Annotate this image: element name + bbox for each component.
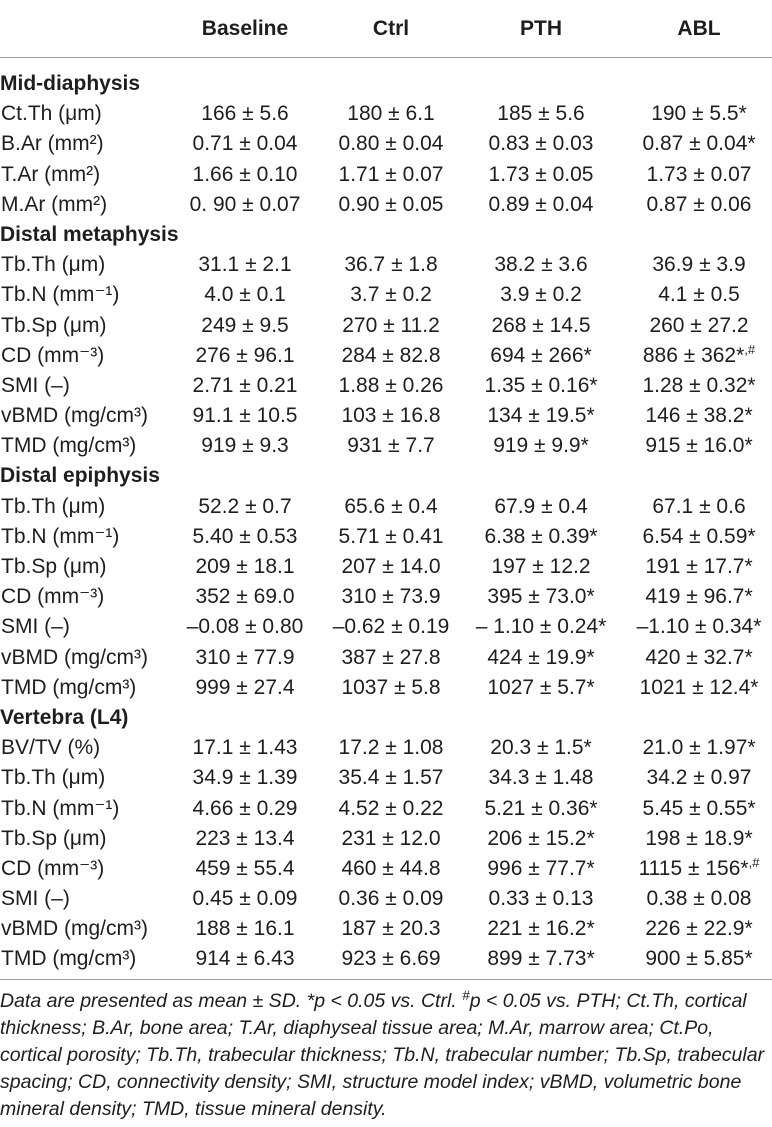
- cell-abl: 0.38 ± 0.08: [646, 887, 752, 911]
- cell-ctrl: 35.4 ± 1.57: [338, 766, 444, 790]
- cell-baseline: 2.71 ± 0.21: [192, 373, 298, 397]
- cell-baseline: 91.1 ± 10.5: [192, 404, 298, 428]
- table-row: [0, 129, 772, 159]
- cell-baseline: 223 ± 13.4: [195, 826, 295, 850]
- table-row: [0, 522, 772, 552]
- cell-abl: 419 ± 96.7*: [645, 585, 753, 609]
- cell-baseline: 276 ± 96.1: [195, 343, 295, 367]
- row-label: TMD (mg/cm³): [1, 675, 137, 699]
- cell-ctrl: 387 ± 27.8: [341, 645, 441, 669]
- table-header-row: [0, 0, 772, 58]
- cell-baseline: 188 ± 16.1: [195, 917, 295, 941]
- cell-baseline: 919 ± 9.3: [201, 434, 289, 458]
- cell-abl: 36.9 ± 3.9: [652, 253, 746, 277]
- cell-value: 1115 ± 156*: [638, 856, 749, 880]
- cell-abl: 260 ± 27.2: [649, 313, 749, 337]
- cell-abl: 190 ± 5.5*: [651, 102, 747, 126]
- table-row: [0, 99, 772, 129]
- cell-ctrl: 931 ± 7.7: [347, 434, 435, 458]
- cell-abl: 226 ± 22.9*: [645, 917, 753, 941]
- row-label: Tb.Th (μm): [1, 494, 106, 518]
- footnote-text-start: Data are presented as mean ± SD. *p < 0.05 vs. Ctrl.: [0, 990, 463, 1012]
- cell-baseline: 209 ± 18.1: [195, 555, 295, 578]
- cell-pth: 0.89 ± 0.04: [488, 192, 594, 216]
- cell-ctrl: 231 ± 12.0: [341, 826, 441, 850]
- table-row: [0, 371, 772, 401]
- cell-pth: 20.3 ± 1.5*: [490, 736, 592, 760]
- row-label: TMD (mg/cm³): [1, 947, 137, 971]
- cell-ctrl: 923 ± 6.69: [341, 947, 441, 971]
- row-label: Tb.N (mm⁻¹): [1, 524, 120, 548]
- row-label: SMI (–): [1, 615, 70, 639]
- table-row: [0, 763, 772, 793]
- cell-baseline: 352 ± 69.0: [195, 585, 295, 609]
- row-label: vBMD (mg/cm³): [1, 645, 148, 669]
- table-row: [0, 582, 772, 612]
- cell-pth: 185 ± 5.6: [497, 102, 585, 126]
- table-row: [0, 401, 772, 431]
- row-label: SMI (–): [1, 887, 70, 911]
- table-row: [0, 643, 772, 673]
- table-body: [0, 58, 772, 980]
- cell-baseline: –0.08 ± 0.80: [186, 615, 304, 639]
- cell-ctrl: 270 ± 11.2: [342, 313, 440, 337]
- cell-ctrl: 0.80 ± 0.04: [338, 132, 444, 156]
- cell-pth: 424 ± 19.9*: [487, 645, 595, 669]
- cell-pth: 919 ± 9.9*: [493, 434, 589, 458]
- cell-abl: 4.1 ± 0.5: [658, 283, 740, 307]
- cell-abl: [619, 854, 772, 884]
- cell-abl: 0.87 ± 0.06: [646, 192, 752, 216]
- cell-abl: 34.2 ± 0.97: [646, 766, 752, 790]
- cell-baseline: 166 ± 5.6: [201, 102, 289, 126]
- cell-baseline: 31.1 ± 2.1: [198, 253, 292, 277]
- row-label: CD (mm⁻³): [1, 856, 105, 880]
- cell-value: 886 ± 362*: [642, 343, 745, 367]
- cell-ctrl: 1.88 ± 0.26: [338, 373, 444, 397]
- cell-ctrl: 103 ± 16.8: [341, 404, 441, 428]
- cell-baseline: 34.9 ± 1.39: [192, 766, 298, 790]
- table-row: [0, 673, 772, 703]
- cell-ctrl: 187 ± 20.3: [341, 917, 441, 941]
- cell-abl: 5.45 ± 0.55*: [642, 796, 756, 820]
- table-row: [0, 160, 772, 190]
- cell-ctrl: 310 ± 73.9: [341, 585, 441, 609]
- row-label: CD (mm⁻³): [1, 343, 105, 367]
- cell-abl: 198 ± 18.9*: [645, 826, 753, 850]
- row-label: Tb.Sp (μm): [1, 555, 107, 578]
- footnote-text-end: p < 0.05 vs. PTH; Ct.Th, cortical thickness; B.Ar, bone area; T.Ar, diaphyseal tissue area; M.Ar, marrow area; Ct.Po, cortical porosity; Tb.Th, trabecular thickness; Tb.N, trabecular number; Tb.Sp, trabecular spacing; CD, connectivity density; SMI, structure model index; vBMD, volumetric bone mineral density; TMD, tissue mineral density.: [0, 990, 765, 1120]
- cell-ctrl: 1037 ± 5.8: [341, 675, 441, 699]
- row-label: CD (mm⁻³): [1, 585, 105, 609]
- row-label: Tb.Sp (μm): [1, 826, 107, 850]
- cell-pth: 268 ± 14.5: [491, 313, 591, 337]
- cell-ctrl: 5.71 ± 0.41: [338, 524, 444, 548]
- significance-marker: ,#: [748, 855, 760, 871]
- cell-pth: 0.33 ± 0.13: [488, 887, 594, 911]
- table-row: [0, 250, 772, 280]
- table-row: [0, 884, 772, 914]
- cell-pth: 1027 ± 5.7*: [487, 675, 595, 699]
- cell-pth: 34.3 ± 1.48: [488, 766, 594, 790]
- cell-abl: 900 ± 5.85*: [645, 947, 753, 971]
- column-header-ctrl: Ctrl: [372, 16, 410, 40]
- cell-abl: 1.73 ± 0.07: [646, 162, 752, 186]
- cell-ctrl: 207 ± 14.0: [341, 555, 441, 578]
- row-label: Ct.Th (μm): [1, 102, 102, 126]
- table-row: [0, 612, 772, 642]
- cell-pth: 395 ± 73.0*: [487, 585, 595, 609]
- section-header-row: [0, 220, 772, 250]
- cell-abl: 0.87 ± 0.04*: [642, 132, 756, 156]
- table-row: [0, 341, 772, 371]
- row-label: Tb.Th (μm): [1, 766, 106, 790]
- cell-ctrl: 36.7 ± 1.8: [344, 253, 438, 277]
- cell-abl: 21.0 ± 1.97*: [642, 736, 756, 760]
- cell-baseline: 52.2 ± 0.7: [198, 494, 292, 518]
- cell-ctrl: 65.6 ± 0.4: [344, 494, 438, 518]
- cell-pth: 899 ± 7.73*: [487, 947, 595, 971]
- section-header-row: [0, 461, 772, 491]
- table-row: [0, 794, 772, 824]
- cell-abl: 146 ± 38.2*: [645, 404, 753, 428]
- cell-abl: 915 ± 16.0*: [645, 434, 753, 458]
- row-label: Tb.Sp (μm): [1, 313, 107, 337]
- cell-abl: 1021 ± 12.4*: [639, 675, 759, 699]
- cell-baseline: 249 ± 9.5: [201, 313, 289, 337]
- cell-baseline: 310 ± 77.9: [195, 645, 295, 669]
- cell-pth: 996 ± 77.7*: [487, 856, 595, 880]
- table-row: [0, 311, 772, 341]
- table-row: [0, 431, 772, 461]
- cell-ctrl: 460 ± 44.8: [341, 856, 441, 880]
- row-label: BV/TV (%): [1, 736, 101, 760]
- table-row: [0, 492, 772, 522]
- cell-ctrl: 0.90 ± 0.05: [338, 192, 444, 216]
- row-label: SMI (–): [1, 373, 70, 397]
- cell-ctrl: 17.2 ± 1.08: [338, 736, 444, 760]
- cell-pth: 6.38 ± 0.39*: [484, 524, 598, 548]
- row-label: B.Ar (mm²): [1, 132, 104, 156]
- cell-baseline: 0.45 ± 0.09: [192, 887, 298, 911]
- cell-abl: 1.28 ± 0.32*: [642, 373, 756, 397]
- cell-abl: 191 ± 17.7*: [645, 555, 753, 578]
- cell-baseline: 459 ± 55.4: [195, 856, 295, 880]
- cell-baseline: 0. 90 ± 0.07: [189, 192, 301, 216]
- cell-baseline: 17.1 ± 1.43: [192, 736, 298, 760]
- cell-baseline: 0.71 ± 0.04: [192, 132, 298, 156]
- cell-abl: 420 ± 32.7*: [645, 645, 753, 669]
- column-header-pth: PTH: [520, 16, 562, 40]
- cell-pth: 1.73 ± 0.05: [488, 162, 594, 186]
- row-label: M.Ar (mm²): [1, 192, 108, 216]
- cell-pth: 221 ± 16.2*: [487, 917, 595, 941]
- section-title-distal-epiphysis: Distal epiphysis: [0, 464, 160, 488]
- cell-pth: 197 ± 12.2: [491, 555, 591, 578]
- cell-baseline: 4.66 ± 0.29: [192, 796, 298, 820]
- cell-ctrl: 0.36 ± 0.09: [338, 887, 444, 911]
- cell-pth: 67.9 ± 0.4: [494, 494, 588, 518]
- table-row: [0, 190, 772, 220]
- cell-pth: 5.21 ± 0.36*: [484, 796, 598, 820]
- cell-baseline: 4.0 ± 0.1: [204, 283, 286, 307]
- cell-ctrl: 4.52 ± 0.22: [338, 796, 444, 820]
- table-row: [0, 944, 772, 974]
- row-label: Tb.N (mm⁻¹): [1, 796, 120, 820]
- table-row: [0, 824, 772, 854]
- row-label: Tb.Th (μm): [1, 253, 106, 277]
- cell-baseline: 999 ± 27.4: [195, 675, 295, 699]
- cell-ctrl: –0.62 ± 0.19: [332, 615, 450, 639]
- row-label: T.Ar (mm²): [1, 162, 101, 186]
- cell-pth: 1.35 ± 0.16*: [484, 373, 598, 397]
- section-title-vertebra-l4: Vertebra (L4): [0, 705, 129, 729]
- column-header-baseline: Baseline: [201, 16, 289, 40]
- cell-pth: 694 ± 266*: [490, 343, 592, 367]
- row-label: Tb.N (mm⁻¹): [1, 283, 120, 307]
- cell-baseline: 5.40 ± 0.53: [192, 524, 298, 548]
- column-header-abl: ABL: [677, 16, 721, 40]
- cell-ctrl: 3.7 ± 0.2: [350, 283, 432, 307]
- cell-baseline: 1.66 ± 0.10: [192, 162, 298, 186]
- cell-abl: 67.1 ± 0.6: [652, 494, 746, 518]
- section-title-mid-diaphysis: Mid-diaphysis: [0, 72, 141, 95]
- row-label: vBMD (mg/cm³): [1, 404, 148, 428]
- cell-pth: 206 ± 15.2*: [487, 826, 595, 850]
- cell-abl: –1.10 ± 0.34*: [636, 615, 762, 639]
- cell-abl: [619, 341, 772, 371]
- cell-pth: – 1.10 ± 0.24*: [475, 615, 607, 639]
- section-title-distal-metaphysis: Distal metaphysis: [0, 222, 179, 246]
- table-footnote: [0, 988, 772, 1123]
- section-header-row: [0, 703, 772, 733]
- table-row: [0, 914, 772, 944]
- cell-pth: 0.83 ± 0.03: [488, 132, 594, 156]
- footnote-hash-marker: #: [462, 988, 470, 1004]
- cell-pth: 3.9 ± 0.2: [500, 283, 582, 307]
- cell-ctrl: 284 ± 82.8: [341, 343, 441, 367]
- section-header-row: [0, 69, 772, 99]
- significance-marker: ,#: [744, 341, 756, 357]
- table-row: [0, 733, 772, 763]
- table-row: [0, 280, 772, 310]
- row-label: TMD (mg/cm³): [1, 434, 137, 458]
- cell-ctrl: 180 ± 6.1: [347, 102, 435, 126]
- cell-pth: 38.2 ± 3.6: [494, 253, 588, 277]
- cell-pth: 134 ± 19.5*: [487, 404, 595, 428]
- row-label: vBMD (mg/cm³): [1, 917, 148, 941]
- cell-ctrl: 1.71 ± 0.07: [338, 162, 444, 186]
- table-row: [0, 552, 772, 582]
- cell-baseline: 914 ± 6.43: [195, 947, 295, 971]
- table-row: [0, 854, 772, 884]
- cell-abl: 6.54 ± 0.59*: [642, 524, 756, 548]
